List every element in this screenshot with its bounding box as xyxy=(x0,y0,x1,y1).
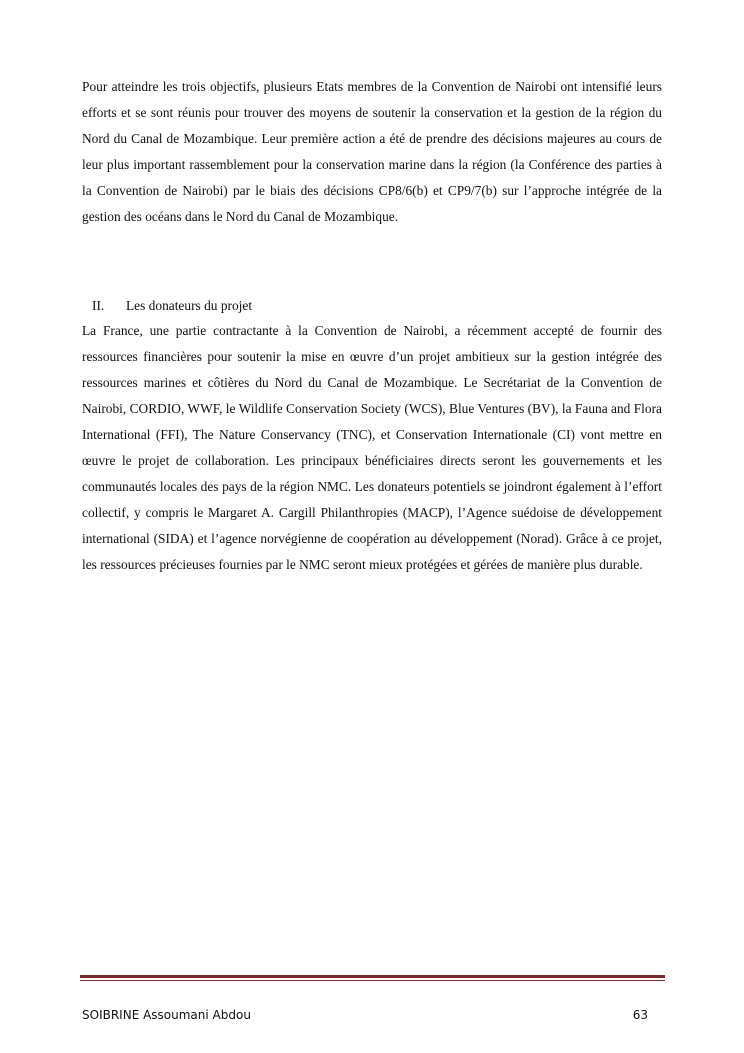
footer-divider-thick xyxy=(80,975,665,978)
footer-author: SOIBRINE Assoumani Abdou xyxy=(82,1008,251,1022)
section-heading-number: II. xyxy=(92,298,105,313)
footer-divider-thin xyxy=(80,980,665,981)
footer-page-number: 63 xyxy=(632,1008,648,1022)
section-heading-title: Les donateurs du projet xyxy=(126,298,253,313)
body-paragraph-donors: La France, une partie contractante à la Convention de Nairobi, a récemment accepté de fournir des ressources financières pour soutenir la mise en œuvre d’un projet ambitieux sur la gestion intégrée des ressources marines et côtières du Nord du Canal de Mozambique. Le Secrétariat de la Convention de Nairobi, CORDIO, WWF, le Wildlife Conservation Society (WCS), Blue Ventures (BV), la Fauna and Flora International (FFI), The Nature Conservancy (TNC), et Conservation Internationale (CI) vont mettre en œuvre le projet de collaboration. Les principaux bénéficiaires directs seront les gouvernements et les communautés locales des pays de la région NMC. Les donateurs potentiels se joindront également à l’effort collectif, y compris le Margaret A. Cargill Philanthropies (MACP), l’Agence suédoise de développement international (SIDA) et l’agence norvégienne de coopération au développement (Norad). Grâce à ce projet, les ressources précieuses fournies par le NMC seront mieux protégées et gérées de manière plus durable. xyxy=(82,323,662,572)
section-heading xyxy=(82,293,662,319)
body-paragraph-objectives: Pour atteindre les trois objectifs, plusieurs Etats membres de la Convention de Nairobi ont intensifié leurs efforts et se sont réunis pour trouver des moyens de soutenir la conservation et la gestion de la région du Nord du Canal de Mozambique. Leur première action a été de prendre des décisions majeures au cours de leur plus important rassemblement pour la conservation marine dans la région (la Conférence des parties à la Convention de Nairobi) par le biais des décisions CP8/6(b) et CP9/7(b) sur l’approche intégrée de la gestion des océans dans le Nord du Canal de Mozambique. xyxy=(82,79,662,224)
